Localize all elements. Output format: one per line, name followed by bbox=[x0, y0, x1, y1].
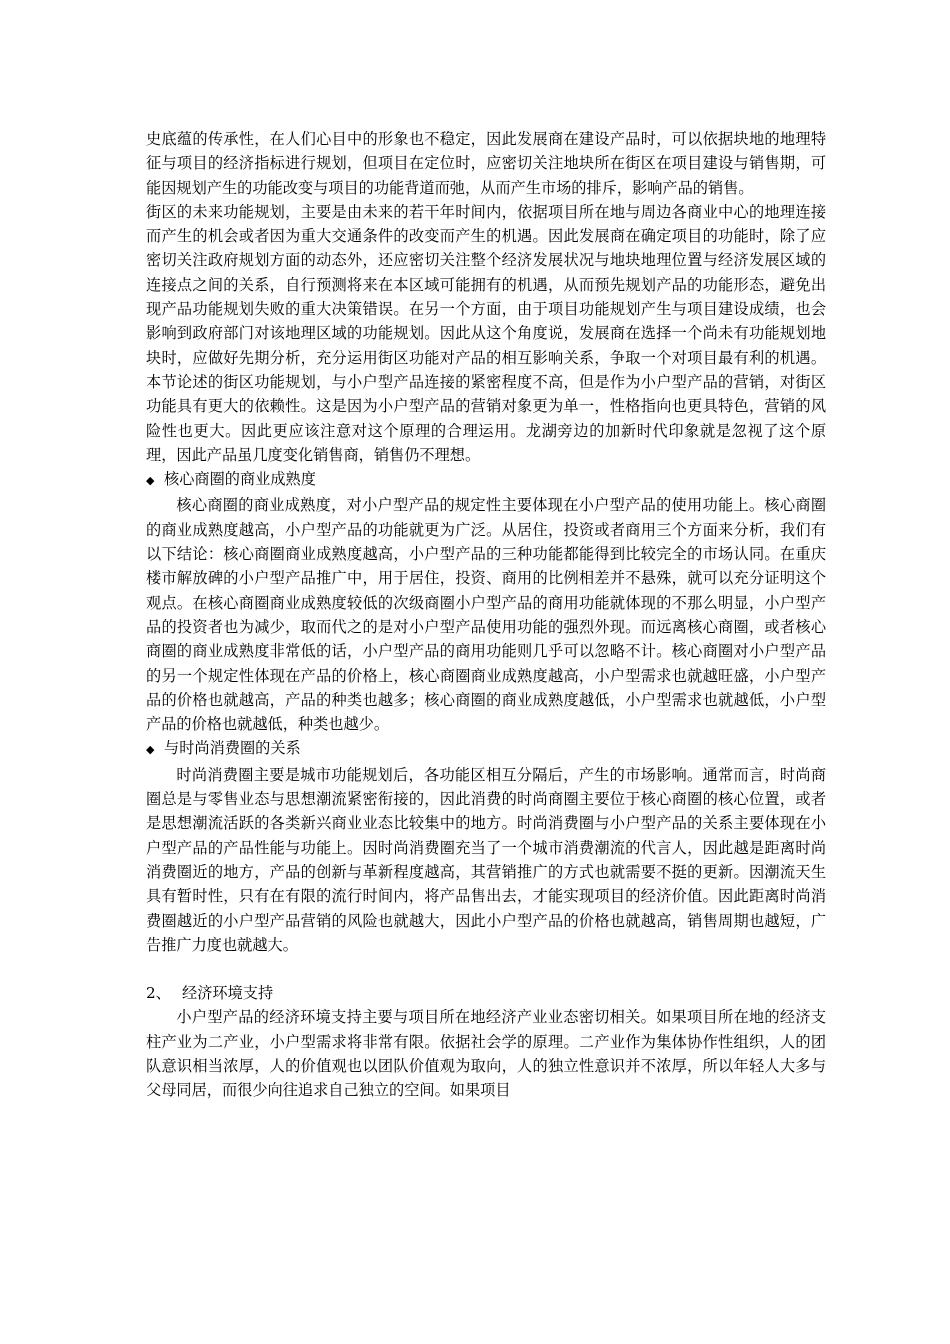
diamond-bullet-icon: ◆ bbox=[146, 474, 155, 488]
bullet-heading-fashion-consumption bbox=[146, 736, 826, 762]
paragraph-economic-support: 小户型产品的经济环境支持主要与项目所在地经济产业业态密切相关。如果项目所在地的经济支柱产业为二产业，小户型需求将非常有限。依据社会学的原理。二产业作为集体协作性组织，人的团队意识相当浓厚，人的价值观也以团队价值观为取向，人的独立性意识并不浓厚，所以年轻人大多与父母同居，而很少向往追求自己独立的空间。如果项目 bbox=[146, 1008, 826, 1100]
paragraph-fashion-consumption: 时尚消费圈主要是城市功能规划后，各功能区相互分隔后，产生的市场影响。通常而言，时尚商圈总是与零售业态与思想潮流紧密衔接的，因此消费的时尚商圈主要位于核心商圈的核心位置，或者是思想潮流活跃的各类新兴商业业态比较集中的地方。时尚消费圈与小户型产品的关系主要体现在小户型产品的产品性能与功能上。因时尚消费圈充当了一个城市消费潮流的代言人，因此越是距离时尚消费圈近的地方，产品的创新与革新程度越高，其营销推广的方式也就需要不挺的更新。因潮流天生具有暂时性，只有在有限的流行时间内，将产品售出去，才能实现项目的经济价值。因此距离时尚消费圈越近的小户型产品营销的风险也就越大，因此小户型产品的价格也就越高，销售周期也越短，广告推广力度也就越大。 bbox=[146, 765, 826, 954]
paragraph-street-future-planning: 街区的未来功能规划，主要是由未来的若干年时间内，依据项目所在地与周边各商业中心的地理连接而产生的机会或者因为重大交通条件的改变而产生的机遇。因此发展商在确定项目的功能时，除了应密切关注政府规划方面的动态外，还应密切关注整个经济发展状况与地块地理位置与经济发展区域的连接点之间的关系，自行预测将来在本区域可能拥有的机遇，从而预先规划产品的功能形态，避免出现产品功能规划失败的重大决策错误。在另一个方面，由于项目功能规划产生与项目建设成绩，也会影响到政府部门对该地理区域的功能规划。因此从这个角度说，发展商在选择一个尚未有功能规划地块时，应做好先期分析，充分运用街区功能对产品的相互影响关系，争取一个对项目最有利的机遇。本节论述的街区功能规划，与小户型产品连接的紧密程度不高，但是作为小户型产品的营销，对街区功能具有更大的依赖性。这是因为小户型产品的营销对象更为单一，性格指向也更具特色，营销的风险性也更大。因此更应该注意对这个原理的合理运用。龙湖旁边的加新时代印象就是忽视了这个原理，因此产品虽几度变化销售商，销售仍不理想。 bbox=[146, 202, 826, 464]
section-heading-economic-support bbox=[146, 981, 826, 1005]
blank-line bbox=[146, 957, 826, 981]
section-title: 经济环境支持 bbox=[182, 984, 274, 1003]
paragraph-core-business-maturity: 核心商圈的商业成熟度，对小户型产品的规定性主要体现在小户型产品的使用功能上。核心商圈的商业成熟度越高，小户型产品的功能就更为广泛。从居住，投资或者商用三个方面来分析，我们有以下结论：核心商圈商业成熟度越高，小户型产品的三种功能都能得到比较完全的市场认同。在重庆楼市解放碑的小户型产品推广中，用于居住，投资、商用的比例相差并不悬殊，就可以充分证明这个观点。在核心商圈商业成熟度较低的次级商圈小户型产品的商用功能就体现的不那么明显，小户型产品的投资者也为减少，取而代之的是对小户型产品使用功能的强烈外现。而远离核心商圈，或者核心商圈的商业成熟度非常低的话，小户型产品的商用功能则几乎可以忽略不计。核心商圈对小户型产品的另一个规定性体现在产品的价格上，核心商圈商业成熟度越高，小户型需求也就越旺盛，小户型产品的价格也就越高，产品的种类也越多；核心商圈的商业成熟度越低，小户型需求也就越低，小户型产品的价格也就越低，种类也越少。 bbox=[146, 496, 826, 734]
paragraph-street-history: 史底蕴的传承性，在人们心目中的形象也不稳定，因此发展商在建设产品时，可以依据块地的地理特征与项目的经济指标进行规划，但项目在定位时，应密切关注地块所在街区在项目建设与销售期，可能因规划产生的功能改变与项目的功能背道而弛，从而产生市场的排斥，影响产品的销售。 bbox=[146, 130, 826, 197]
section-number: 2、 bbox=[146, 984, 171, 1003]
bullet-heading-core-business-maturity bbox=[146, 467, 826, 493]
bullet-heading-text: 与时尚消费圈的关系 bbox=[164, 739, 301, 758]
document-body bbox=[146, 127, 826, 1103]
diamond-bullet-icon: ◆ bbox=[146, 743, 155, 757]
bullet-heading-text: 核心商圈的商业成熟度 bbox=[164, 470, 316, 489]
